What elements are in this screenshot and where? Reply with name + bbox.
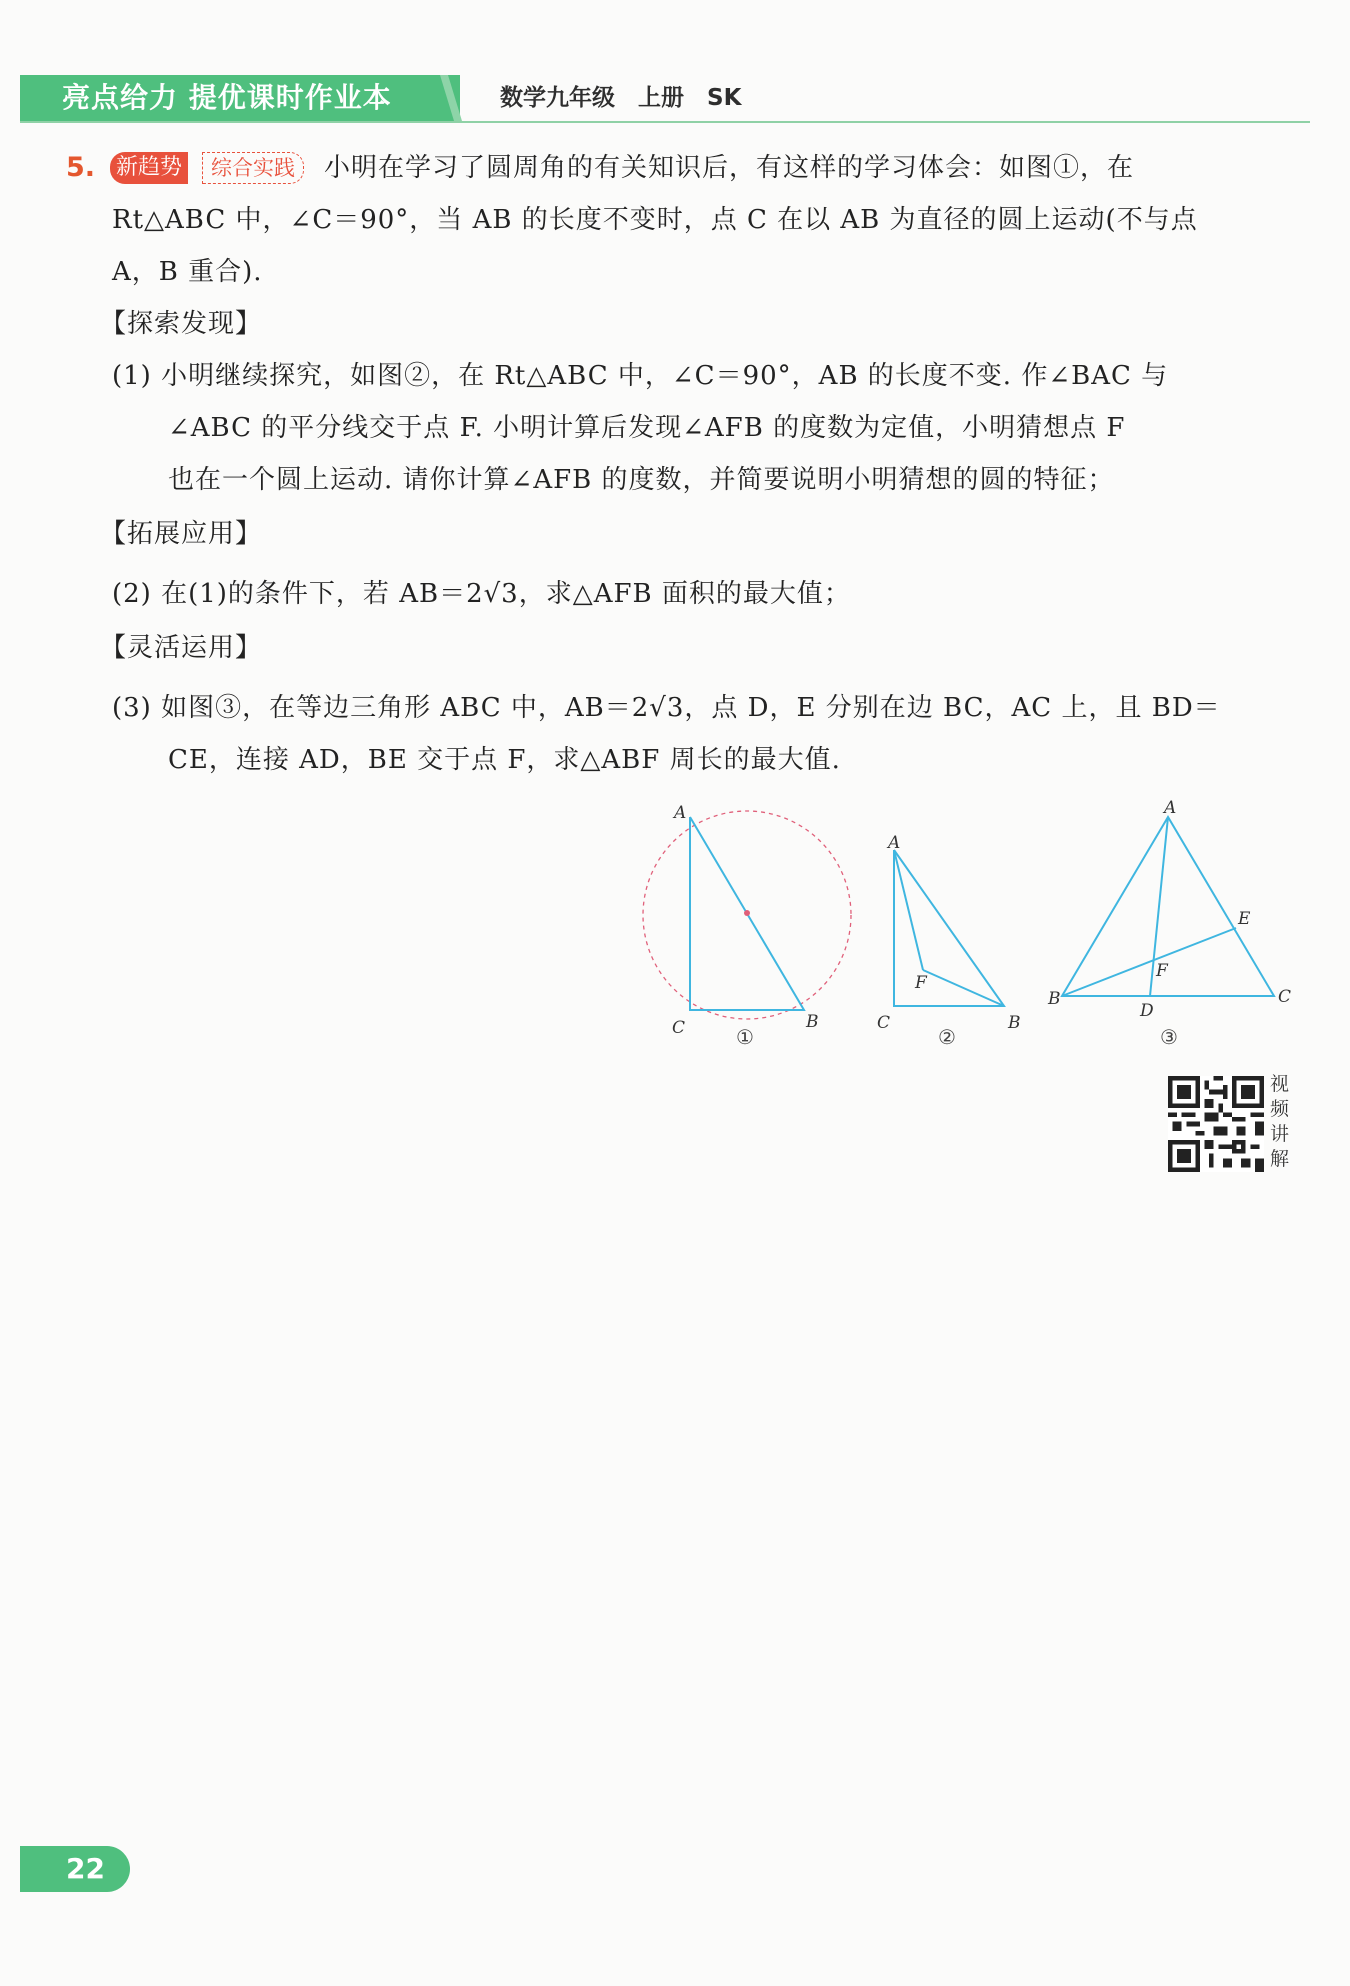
label-a: A: [888, 833, 901, 853]
section-title-explore: 【探索发现】: [100, 309, 263, 339]
question-3-line: (3) 如图③，在等边三角形 ABC 中，AB＝2√3，点 D，E 分别在边 BC，AC 上，且 BD＝: [112, 693, 1221, 723]
label-a: A: [674, 803, 687, 823]
label-b: B: [1008, 1013, 1021, 1033]
series-title: 亮点给力 提优课时作业本: [62, 81, 392, 114]
label-d: D: [1140, 1001, 1154, 1021]
label-a: A: [1164, 798, 1177, 818]
geometry-figures: [630, 790, 1310, 1060]
video-explanation-label: 视频讲解: [1270, 1073, 1290, 1170]
label-c: C: [877, 1013, 891, 1033]
header-divider: [20, 121, 1310, 123]
new-trend-tag: 新趋势: [110, 152, 188, 184]
problem-number: 5.: [66, 152, 96, 183]
figure-2-caption: ②: [938, 1025, 956, 1049]
figure-3: [1047, 798, 1291, 1049]
section-title-apply: 【灵活运用】: [100, 633, 263, 663]
label-b: B: [806, 1012, 819, 1032]
problem-text-line: Rt△ABC 中，∠C＝90°，当 AB 的长度不变时，点 C 在以 AB 为直径的圆上运动(不与点: [112, 205, 1198, 235]
circle-center: [744, 910, 750, 916]
figure-1-caption: ①: [736, 1025, 754, 1049]
label-b: B: [1048, 989, 1061, 1009]
qr-code-icon[interactable]: [1168, 1076, 1264, 1172]
question-1-line: ∠ABC 的平分线交于点 F. 小明计算后发现∠AFB 的度数为定值，小明猜想点 F: [168, 413, 1126, 443]
problem-text-line: A，B 重合).: [112, 257, 263, 287]
subject-title: 数学九年级 上册 SK: [500, 85, 742, 111]
question-3-line: CE，连接 AD，BE 交于点 F，求△ABF 周长的最大值.: [168, 745, 841, 775]
label-f: F: [1156, 961, 1168, 981]
page-number: 22: [66, 1852, 105, 1885]
bisector-af: [894, 850, 923, 970]
section-title-extend: 【拓展应用】: [100, 519, 263, 549]
figure-1: [643, 803, 851, 1049]
label-e: E: [1238, 909, 1251, 929]
equilateral-triangle: [1062, 817, 1274, 996]
label-c: C: [1278, 987, 1292, 1007]
question-1-line: 也在一个圆上运动. 请你计算∠AFB 的度数，并简要说明小明猜想的圆的特征；: [168, 465, 1115, 495]
segment-be: [1062, 928, 1236, 996]
question-1-line: (1) 小明继续探究，如图②，在 Rt△ABC 中，∠C＝90°，AB 的长度不变. 作∠BAC 与: [112, 361, 1169, 391]
practice-type-tag: 综合实践: [202, 152, 304, 184]
problem-text-line: 小明在学习了圆周角的有关知识后，有这样的学习体会：如图①，在: [324, 153, 1135, 183]
question-2: (2) 在(1)的条件下，若 AB＝2√3，求△AFB 面积的最大值；: [112, 579, 851, 609]
label-f: F: [915, 973, 927, 993]
figure-2: [877, 833, 1021, 1049]
figure-3-caption: ③: [1160, 1025, 1178, 1049]
label-c: C: [672, 1018, 686, 1038]
